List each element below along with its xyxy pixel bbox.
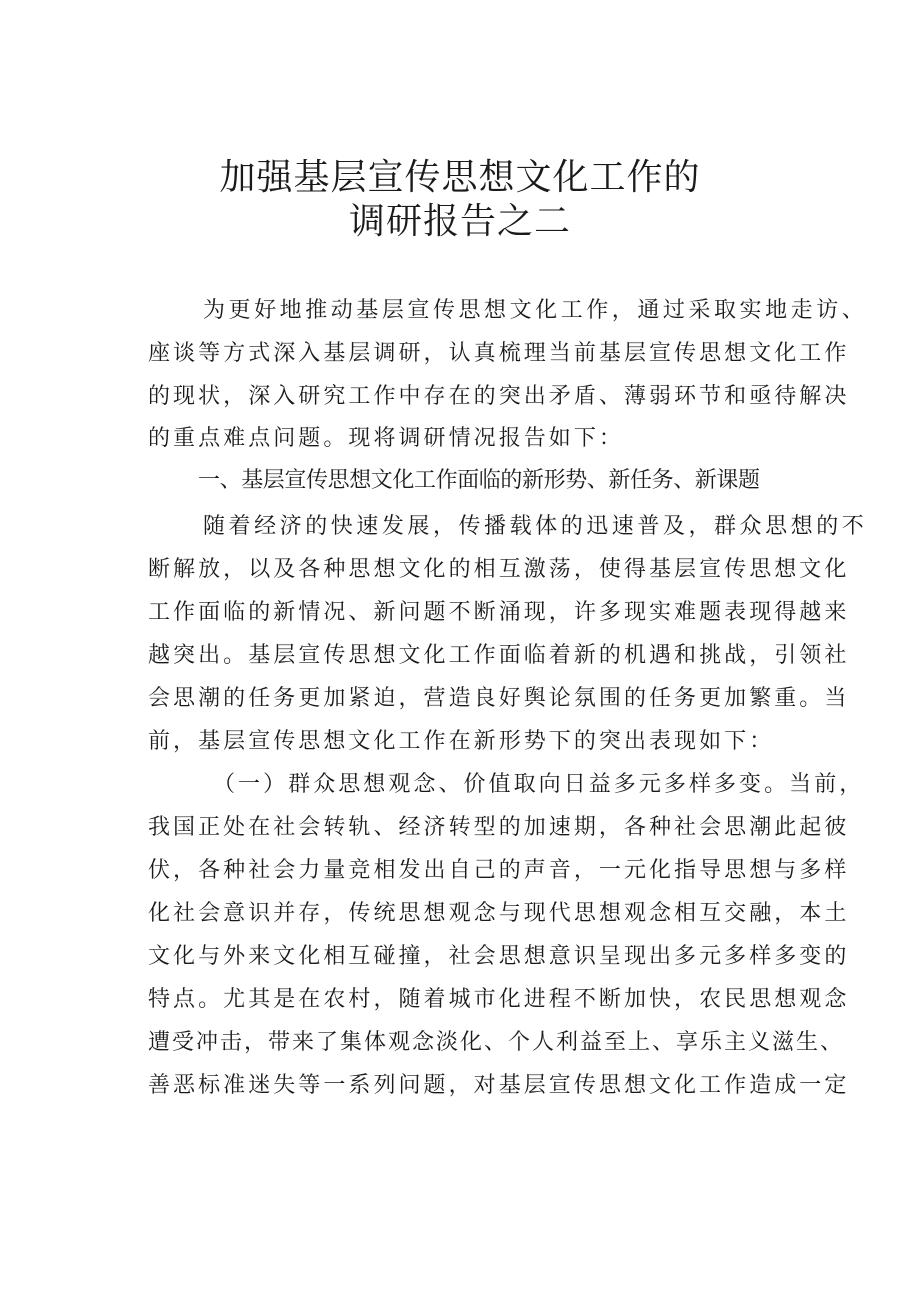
paragraph-line: 的重点难点问题。现将调研情况报告如下：: [148, 426, 624, 451]
paragraph-line: （一）群众思想观念、价值取向日益多元多样多变。当前，: [213, 772, 865, 797]
paragraph-line: 会思潮的任务更加紧迫，营造良好舆论氛围的任务更加繁重。当: [148, 686, 850, 711]
paragraph-line: 为更好地推动基层宣传思想文化工作，通过采取实地走访、: [203, 298, 868, 323]
document-title-line-1: 加强基层宣传思想文化工作的: [219, 157, 701, 198]
document-title-line-2: 调研报告之二: [348, 201, 571, 242]
paragraph-line: 文化与外来文化相互碰撞，社会思想意识呈现出多元多样多变的: [148, 944, 850, 969]
paragraph-line: 前，基层宣传思想文化工作在新形势下的突出表现如下：: [148, 729, 775, 754]
paragraph-line: 遭受冲击，带来了集体观念淡化、个人利益至上、享乐主义滋生、: [148, 1030, 845, 1055]
paragraph-line: 善恶标准迷失等一系列问题，对基层宣传思想文化工作造成一定: [148, 1073, 850, 1098]
paragraph-line: 越突出。基层宣传思想文化工作面临着新的机遇和挑战，引领社: [148, 643, 850, 668]
paragraph-line: 化社会意识并存，传统思想观念与现代思想观念相互交融，本土: [148, 901, 850, 926]
paragraph-line: 伏，各种社会力量竞相发出自己的声音，一元化指导思想与多样: [148, 858, 850, 883]
section-heading: 一、基层宣传思想文化工作面临的新形势、新任务、新课题: [198, 468, 760, 493]
paragraph-line: 座谈等方式深入基层调研，认真梳理当前基层宣传思想文化工作: [148, 341, 850, 366]
paragraph-line: 特点。尤其是在农村，随着城市化进程不断加快，农民思想观念: [148, 987, 850, 1012]
paragraph-line: 我国正处在社会转轨、经济转型的加速期，各种社会思潮此起彼: [148, 815, 850, 840]
paragraph-line: 断解放，以及各种思想文化的相互激荡，使得基层宣传思想文化: [148, 557, 850, 582]
paragraph-line: 随着经济的快速发展，传播载体的迅速普及，群众思想的不: [203, 514, 868, 539]
paragraph-line: 工作面临的新情况、新问题不断涌现，许多现实难题表现得越来: [148, 600, 850, 625]
paragraph-line: 的现状，深入研究工作中存在的突出矛盾、薄弱环节和亟待解决: [148, 384, 850, 409]
